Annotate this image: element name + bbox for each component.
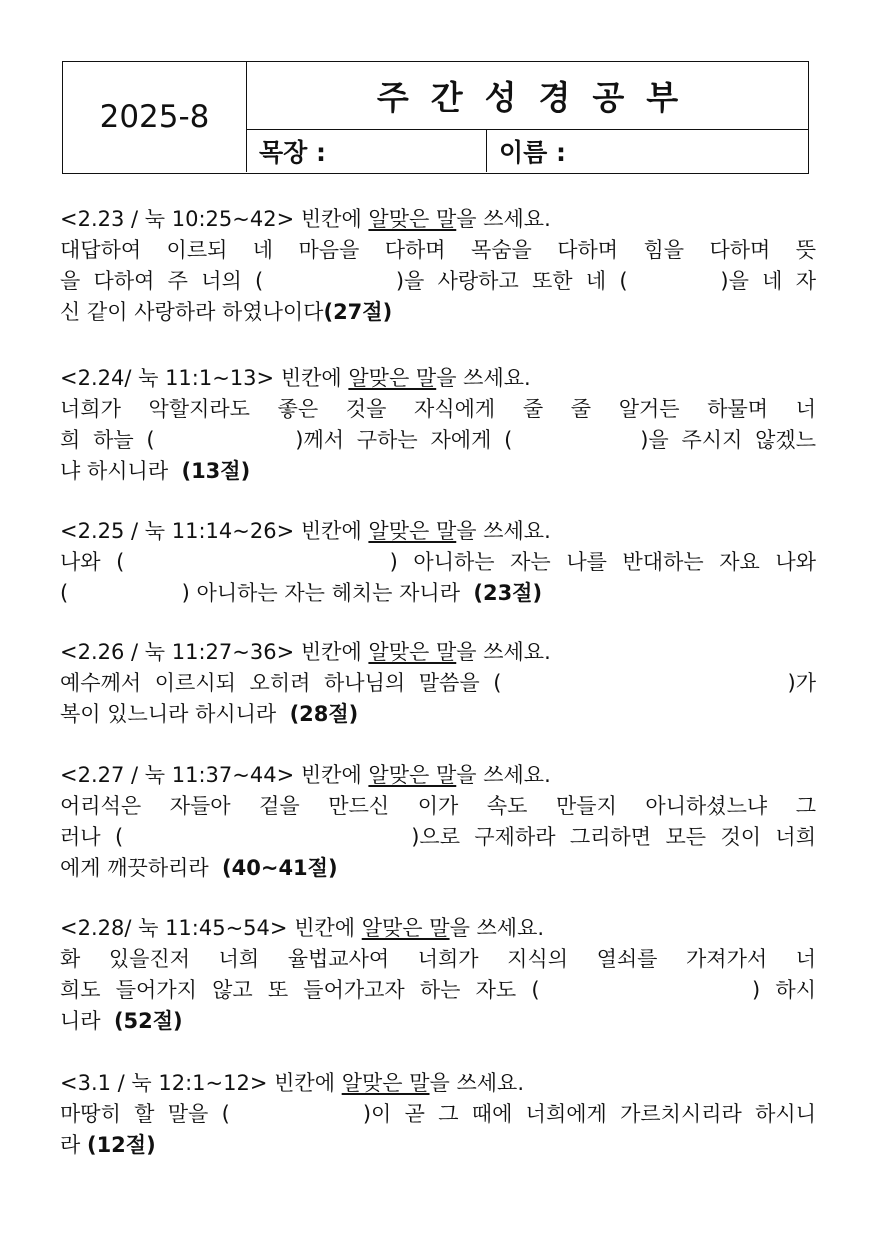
instruction-suffix: 을 쓰세요. — [436, 366, 531, 390]
line-text: 복이 있느니라 하시니라 — [60, 702, 290, 726]
scripture-reference: <2.28/ 눅 11:45~54> — [60, 916, 288, 940]
instruction-prefix: 빈칸에 — [294, 916, 362, 940]
scripture-reference: <2.23 / 눅 10:25~42> — [60, 207, 295, 231]
text-line — [60, 547, 816, 578]
verse-number: (13절) — [181, 459, 251, 483]
text-line — [60, 297, 816, 328]
instruction-suffix: 을 쓰세요. — [456, 763, 551, 787]
line-text: 니라 — [60, 1009, 114, 1033]
question-section — [60, 363, 816, 487]
line-text: 마땅히 할 말을 ( )이 곧 그 때에 너희에게 가르치시리라 하시니 — [60, 1102, 816, 1126]
question-section — [60, 1068, 816, 1161]
question-text — [60, 944, 816, 1037]
question-text — [60, 547, 816, 609]
verse-number: (40~41절) — [222, 856, 338, 880]
line-text: 너희가 악할지라도 좋은 것을 자식에게 줄 줄 알거든 하물며 너 — [60, 397, 816, 421]
instruction-prefix: 빈칸에 — [300, 640, 369, 664]
text-line — [60, 791, 816, 822]
question-text — [60, 791, 816, 884]
name-field-label: 이름 : — [499, 138, 567, 167]
question-section — [60, 637, 816, 730]
instruction-suffix: 을 쓰세요. — [449, 916, 545, 940]
scripture-reference: <2.26 / 눅 11:27~36> — [60, 640, 295, 664]
scripture-reference: <3.1 / 눅 12:1~12> — [60, 1071, 268, 1095]
text-line — [60, 822, 816, 853]
instruction-emphasis: 알맞은 말 — [361, 916, 450, 940]
instruction-prefix: 빈칸에 — [300, 519, 369, 543]
page-title: 주간성경공부 — [247, 62, 808, 130]
line-text: 대답하여 이르되 네 마음을 다하며 목숨을 다하며 힘을 다하며 뜻 — [60, 238, 816, 262]
text-line — [60, 394, 816, 425]
instruction-suffix: 을 쓰세요. — [456, 519, 551, 543]
question-text — [60, 1099, 816, 1161]
text-line — [60, 1006, 816, 1037]
text-line — [60, 975, 816, 1006]
line-text: 을 다하여 주 너의 ( )을 사랑하고 또한 네 ( )을 네 자 — [60, 269, 816, 293]
instruction-suffix: 을 쓰세요. — [429, 1071, 525, 1095]
text-line — [60, 456, 816, 487]
instruction-emphasis: 알맞은 말 — [348, 366, 437, 390]
question-heading — [60, 1068, 816, 1099]
question-heading — [60, 204, 816, 235]
scripture-reference: <2.25 / 눅 11:14~26> — [60, 519, 295, 543]
instruction-suffix: 을 쓰세요. — [456, 207, 551, 231]
instruction-prefix: 빈칸에 — [300, 763, 369, 787]
question-heading — [60, 760, 816, 791]
verse-number: (27절) — [323, 300, 393, 324]
verse-number: (12절) — [86, 1133, 156, 1157]
question-heading — [60, 913, 816, 944]
question-heading — [60, 516, 816, 547]
line-text: 희도 들어가지 않고 또 들어가고자 하는 자도 ( ) 하시 — [60, 978, 816, 1002]
text-line — [60, 699, 816, 730]
instruction-prefix: 빈칸에 — [300, 207, 369, 231]
line-text: 신 같이 사랑하라 하였나이다 — [60, 300, 324, 324]
line-text: 냐 하시니라 — [60, 459, 182, 483]
instruction-suffix: 을 쓰세요. — [456, 640, 551, 664]
instruction-prefix: 빈칸에 — [274, 1071, 342, 1095]
line-text: 화 있을진저 너희 율법교사여 너희가 지식의 열쇠를 가져가서 너 — [60, 947, 816, 971]
scripture-reference: <2.24/ 눅 11:1~13> — [60, 366, 275, 390]
instruction-emphasis: 알맞은 말 — [368, 763, 457, 787]
line-text: 어리석은 자들아 겉을 만드신 이가 속도 만들지 아니하셨느냐 그 — [60, 794, 816, 818]
question-section — [60, 913, 816, 1037]
header-table — [62, 61, 809, 174]
question-text — [60, 668, 816, 730]
year-label: 2025-8 — [63, 62, 247, 172]
question-heading — [60, 363, 816, 394]
line-text: 나와 ( ) 아니하는 자는 나를 반대하는 자요 나와 — [60, 550, 816, 574]
verse-number: (52절) — [113, 1009, 183, 1033]
text-line — [60, 266, 816, 297]
instruction-emphasis: 알맞은 말 — [341, 1071, 430, 1095]
line-text: 에게 깨끗하리라 — [60, 856, 223, 880]
line-text: 예수께서 이르시되 오히려 하나님의 말씀을 ( )가 — [60, 671, 816, 695]
line-text: 라 — [60, 1133, 87, 1157]
text-line — [60, 1099, 816, 1130]
question-text — [60, 235, 816, 328]
text-line — [60, 853, 816, 884]
text-line — [60, 1130, 816, 1161]
text-line — [60, 578, 816, 609]
question-section — [60, 516, 816, 609]
question-section — [60, 760, 816, 884]
line-text: ( ) 아니하는 자는 헤치는 자니라 — [60, 581, 474, 605]
question-section — [60, 204, 816, 328]
text-line — [60, 668, 816, 699]
instruction-emphasis: 알맞은 말 — [368, 207, 457, 231]
verse-number: (28절) — [289, 702, 359, 726]
text-line — [60, 944, 816, 975]
instruction-emphasis: 알맞은 말 — [368, 640, 457, 664]
line-text: 희 하늘 ( )께서 구하는 자에게 ( )을 주시지 않겠느 — [60, 428, 816, 452]
instruction-emphasis: 알맞은 말 — [368, 519, 457, 543]
group-field-label: 목장 : — [247, 130, 487, 172]
instruction-prefix: 빈칸에 — [280, 366, 349, 390]
question-heading — [60, 637, 816, 668]
question-text — [60, 394, 816, 487]
scripture-reference: <2.27 / 눅 11:37~44> — [60, 763, 295, 787]
text-line — [60, 425, 816, 456]
text-line — [60, 235, 816, 266]
verse-number: (23절) — [473, 581, 543, 605]
line-text: 러나 ( )으로 구제하라 그리하면 모든 것이 너희 — [60, 825, 816, 849]
